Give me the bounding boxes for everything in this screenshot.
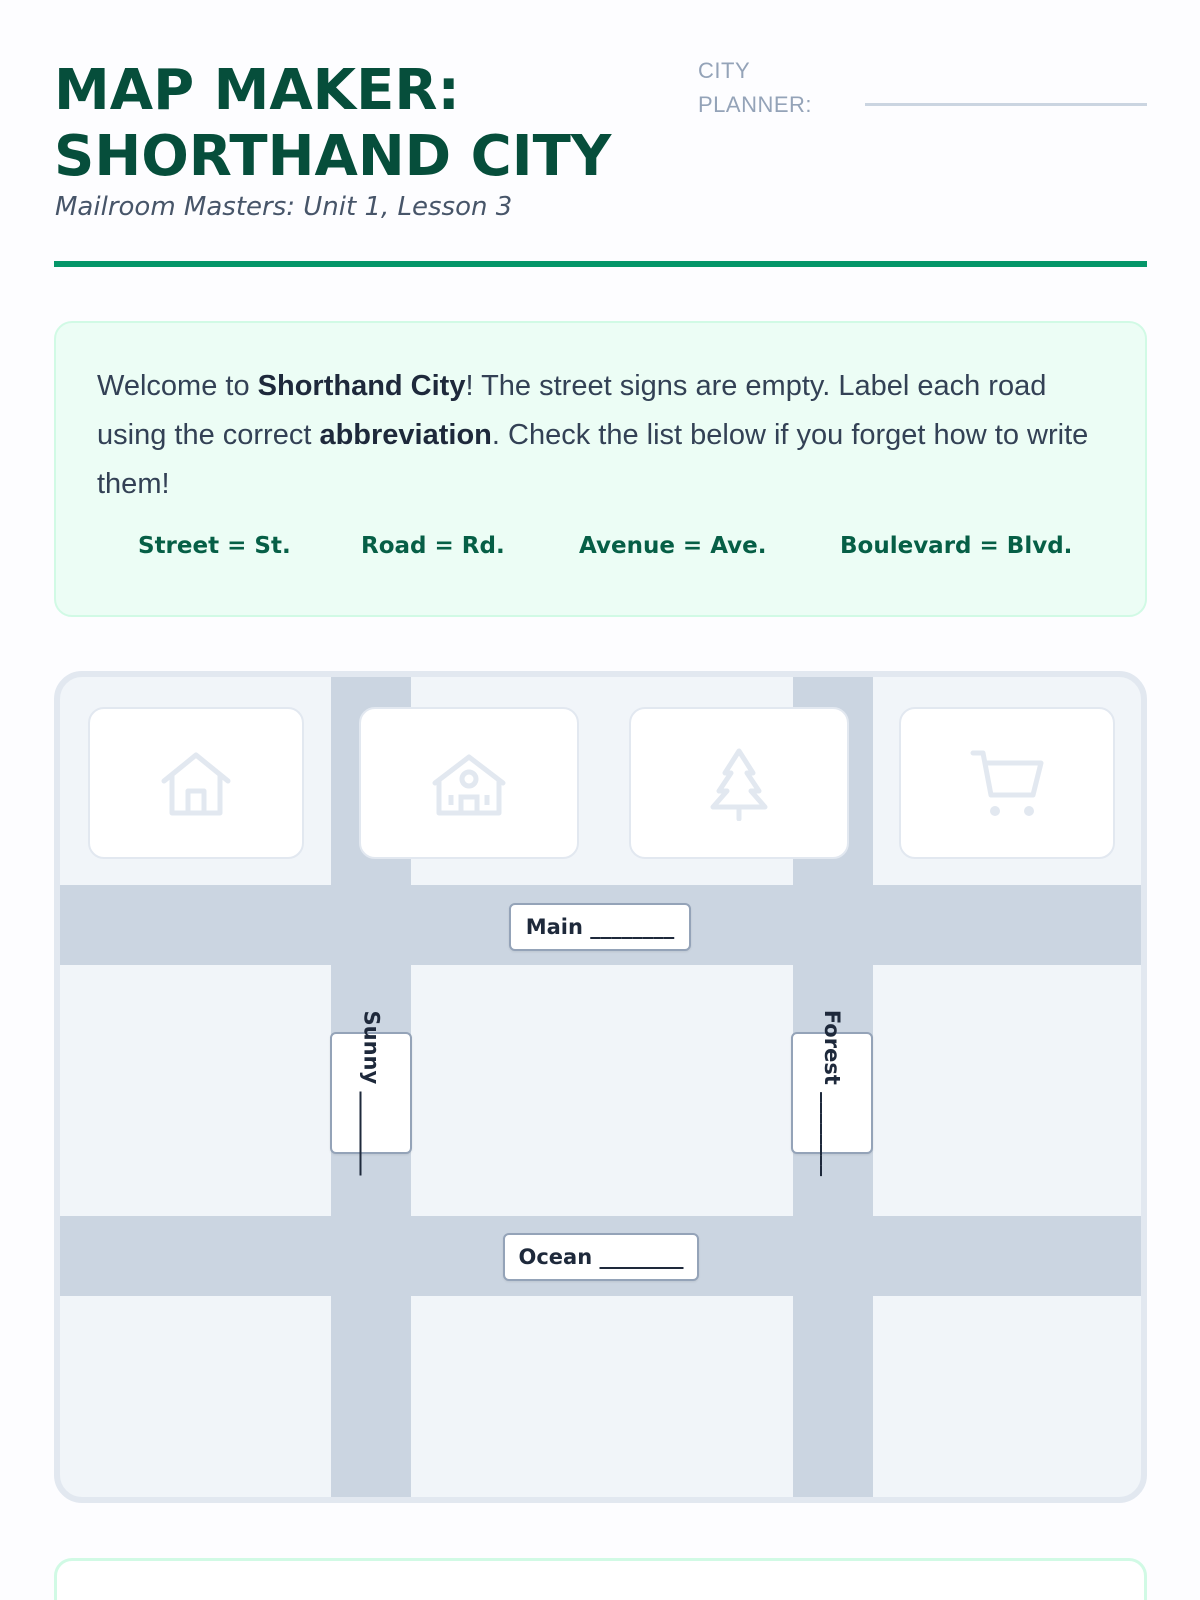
store-block — [899, 707, 1115, 859]
main-street-sign[interactable] — [509, 903, 691, 951]
main-sign-label: Main ________ — [525, 915, 675, 939]
lesson-subtitle: Mailroom Masters: Unit 1, Lesson 3 — [55, 192, 513, 222]
school-block — [359, 707, 579, 859]
title-divider — [54, 261, 1147, 267]
city-map — [54, 671, 1147, 1503]
abbreviation-boulevard: Boulevard = Blvd. — [840, 533, 1073, 559]
title-line-1: MAP MAKER: — [54, 58, 460, 123]
city-planner-label — [698, 54, 838, 122]
worksheet-title — [54, 58, 611, 190]
sunny-sign-label: Sunny ________ — [359, 1010, 384, 1176]
abbreviation-road: Road = Rd. — [361, 533, 505, 559]
house-icon — [158, 745, 234, 821]
park-block — [629, 707, 849, 859]
abbreviation-street: Street = St. — [138, 533, 291, 559]
house-block — [88, 707, 304, 859]
planner-label-line-1: CITY — [698, 58, 751, 83]
ocean-street-sign[interactable] — [503, 1233, 699, 1281]
cart-icon — [969, 745, 1045, 821]
instructions-text — [97, 362, 1107, 509]
ocean-sign-label: Ocean ________ — [518, 1245, 684, 1269]
title-line-2: SHORTHAND CITY — [54, 124, 612, 189]
instructions-part: ! The street signs are empty. Label each road using the correct — [97, 370, 1047, 451]
city-planner-name-line[interactable] — [865, 103, 1147, 106]
sunny-street-sign[interactable] — [330, 1010, 412, 1176]
forest-sign-label: Forest ________ — [820, 1009, 844, 1177]
abbreviation-avenue: Avenue = Ave. — [579, 533, 767, 559]
abbreviation-list — [96, 533, 1106, 573]
forest-street-sign[interactable] — [791, 1009, 873, 1177]
instructions-part: Welcome to — [97, 370, 258, 402]
school-icon — [431, 745, 507, 821]
planner-label-line-2: PLANNER: — [698, 92, 813, 117]
tree-icon — [701, 745, 777, 821]
instructions-bold-city: Shorthand City — [257, 370, 466, 402]
instructions-box — [54, 321, 1147, 617]
instructions-bold-abbreviation: abbreviation — [319, 419, 492, 451]
instructions-part: . Check the list below if you forget how to write them! — [97, 419, 1089, 500]
next-section-box — [54, 1558, 1147, 1600]
